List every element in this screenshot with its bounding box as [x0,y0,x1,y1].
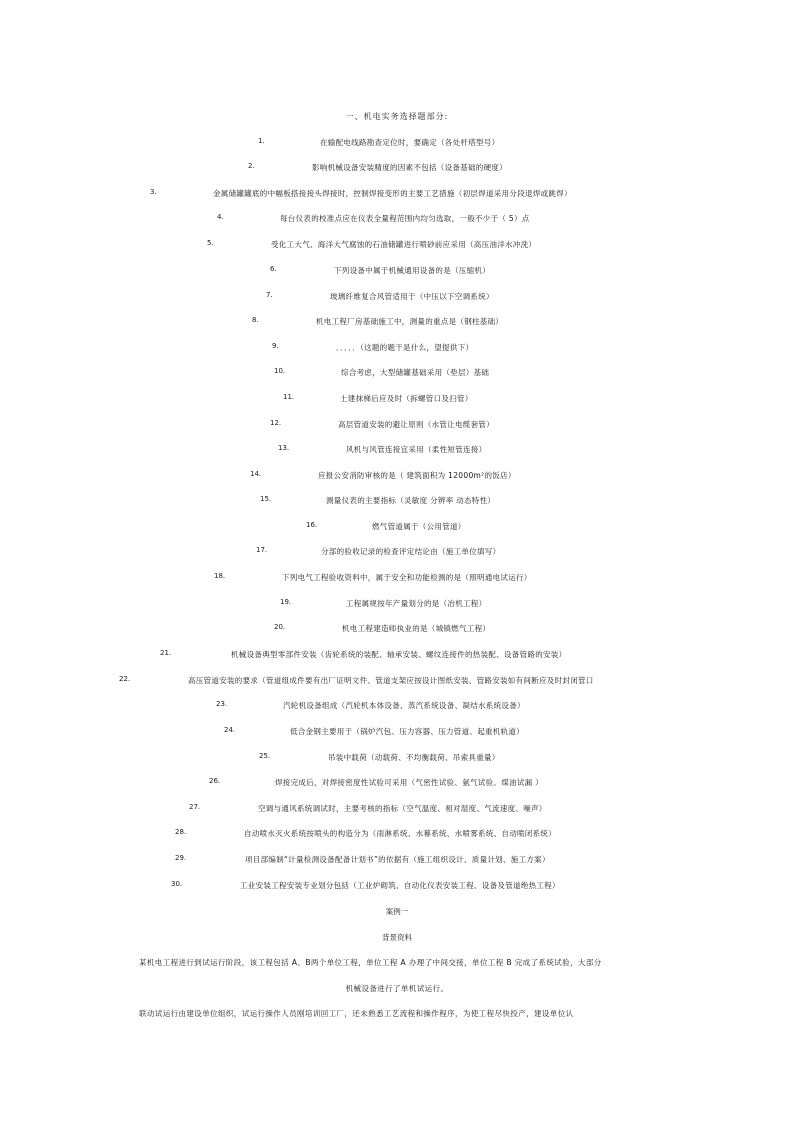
question-item [0,854,794,866]
question-item [0,419,794,431]
question-item [0,367,794,379]
question-number: 23. [216,700,228,708]
question-text: 空调与通风系统调试时，主要考核的指标（空气温度、相对湿度、气流速度、噪声） [258,804,547,813]
question-text: 机电工程建造师执业的是（城镇燃气工程） [342,624,491,633]
question-text: 金属储罐罐底的中幅板搭接接头焊接时，控制焊接变形的主要工艺措施（初层焊道采用分段退焊或跳焊） [213,189,572,198]
question-item [0,572,794,584]
question-text: 高层管道安装的避让原则（水管让电缆套管） [338,420,494,429]
question-text: 吊装中载荷（动载荷、不均衡载荷、吊索具重量） [328,753,500,762]
question-item [0,777,794,789]
question-number: 11. [283,393,295,401]
question-item [0,880,794,892]
question-number: 29. [175,854,187,862]
question-text: 下列电气工程验收资料中，属于安全和功能检测的是（照明通电试运行） [282,573,532,582]
question-number: 7. [266,291,273,299]
question-text: 受化工大气、海洋大气腐蚀的石油储罐进行喷砂前应采用（高压油洋水冲洗） [271,240,537,249]
question-text: 风机与风管连接宜采用（柔性短管连接） [346,445,487,454]
question-item [0,137,794,149]
question-item [0,700,794,712]
question-number: 14. [250,470,262,478]
question-number: 3. [150,188,157,196]
question-number: 22. [119,675,131,683]
question-text: 低合金钢主要用于（锅炉汽包、压力容器、压力管道、起重机轨道） [290,727,524,736]
question-number: 19. [280,598,292,606]
question-item [0,291,794,303]
question-item [0,675,794,687]
question-number: 15. [260,495,272,503]
question-item [0,649,794,661]
question-text: 工业安装工程安装专业划分包括（工业炉砌筑、自动化仪表安装工程、设备及管道绝热工程） [240,881,560,890]
question-text: ．．．．．（这题的题干是什么，望提供下） [336,343,474,352]
question-text: 焊接完成后，对焊接密度性试验可采用（气密性试验、氨气试验、煤油试漏 ） [275,778,543,787]
question-text: 机械设备典型零部件安装（齿轮系统的装配、轴承安装、螺纹连接件的热装配、设备管路的安装） [231,650,567,659]
question-number: 18. [214,572,226,580]
question-number: 10. [274,367,286,375]
question-item [0,316,794,328]
case-title: 案例一 [385,907,409,916]
question-item [0,213,794,225]
question-number: 1. [258,137,265,145]
question-item [0,598,794,610]
question-item [0,393,794,405]
question-text: 汽轮机设备组成（汽轮机本体设备、蒸汽系统设备、凝结水系统设备） [283,701,525,710]
question-text: 在输配电线路勘查定位时，要确定（各处杆塔型号） [320,138,500,147]
question-number: 26. [209,777,221,785]
question-text: 玻璃纤维复合风管适用于（中压以下空调系统） [330,292,494,301]
question-text: 测量仪表的主要指标（灵敏度 分辨率 动态特性） [326,496,496,505]
question-item [0,726,794,738]
question-number: 12. [270,419,282,427]
question-item [0,470,794,482]
question-item [0,265,794,277]
question-number: 9. [272,342,279,350]
question-number: 20. [274,623,286,631]
paragraph-line: 机械设备进行了单机试运行。 [345,984,449,993]
question-text: 分部的验收记录的检查评定结论由（施工单位填写） [321,547,501,556]
question-item [0,546,794,558]
question-number: 4. [217,213,224,221]
question-number: 13. [278,444,290,452]
question-text: 综合考虑，大型储罐基础采用（垫层）基础 [341,368,490,377]
background-title: 背景资料 [382,933,412,942]
question-number: 24. [224,726,236,734]
question-text: 每台仪表的校准点应在仪表全量程范围内均匀选取，一般不少于（ 5）点 [280,214,530,223]
question-number: 8. [252,316,259,324]
question-number: 25. [259,752,271,760]
question-number: 27. [189,803,201,811]
question-text: 应报公安消防审核的是（ 建筑面积为 12000m²的饭店） [318,471,516,480]
question-item [0,444,794,456]
question-number: 28. [175,828,187,836]
question-number: 21. [160,649,172,657]
question-text: 下列设备中属于机械通用设备的是（压缩机） [334,266,490,275]
question-text: 机电工程厂房基础施工中，测量的重点是（钢柱基础） [316,317,504,326]
paragraph-line: 某机电工程进行到试运行阶段，该工程包括 A、B两个单位工程，单位工程 A 办理了中间交接，单位工程 B 完成了系统试验，大部分 [139,958,602,967]
question-number: 30. [171,880,183,888]
question-number: 16. [306,521,318,529]
paragraph-line: 联动试运行由建设单位组织，试运行操作人员刚培训回工厂，还未熟悉工艺流程和操作程序，为使工程尽快投产，建设单位认 [139,1009,574,1018]
question-text: 工程属规按年产量划分的是（冶机工程） [346,599,487,608]
question-text: 自动喷水灭火系统按喷头的构造分为（雨淋系统、水幕系统、水喷雾系统、自动喷闭系统） [244,829,556,838]
section-title: 一、机电实务选择题部分: [345,112,449,121]
question-item [0,188,794,200]
question-text: 项目部编制“计量检测设备配备计划书”的依据有（施工组织设计、质量计划、施工方案） [245,855,550,864]
question-text: 土建抹梯后应及时（拆螺管口及扫管） [340,394,473,403]
question-text: 影响机械设备安装精度的因素不包括（设备基础的硬度） [312,163,507,172]
question-item [0,623,794,635]
question-number: 6. [270,265,277,273]
question-item [0,803,794,815]
question-item [0,521,794,533]
question-item [0,342,794,354]
question-item [0,828,794,840]
question-item [0,495,794,507]
question-text: 燃气管道属于（公用管道） [372,522,466,531]
question-item [0,162,794,174]
question-number: 17. [256,546,268,554]
question-item [0,239,794,251]
question-text: 高压管道安装的要求（管道组成件要有出厂证明文件、管道支架应按设计图纸安装、管路安装如有间断应及时封闭管口 [188,676,594,685]
question-number: 5. [207,239,214,247]
question-number: 2. [248,162,255,170]
question-item [0,752,794,764]
